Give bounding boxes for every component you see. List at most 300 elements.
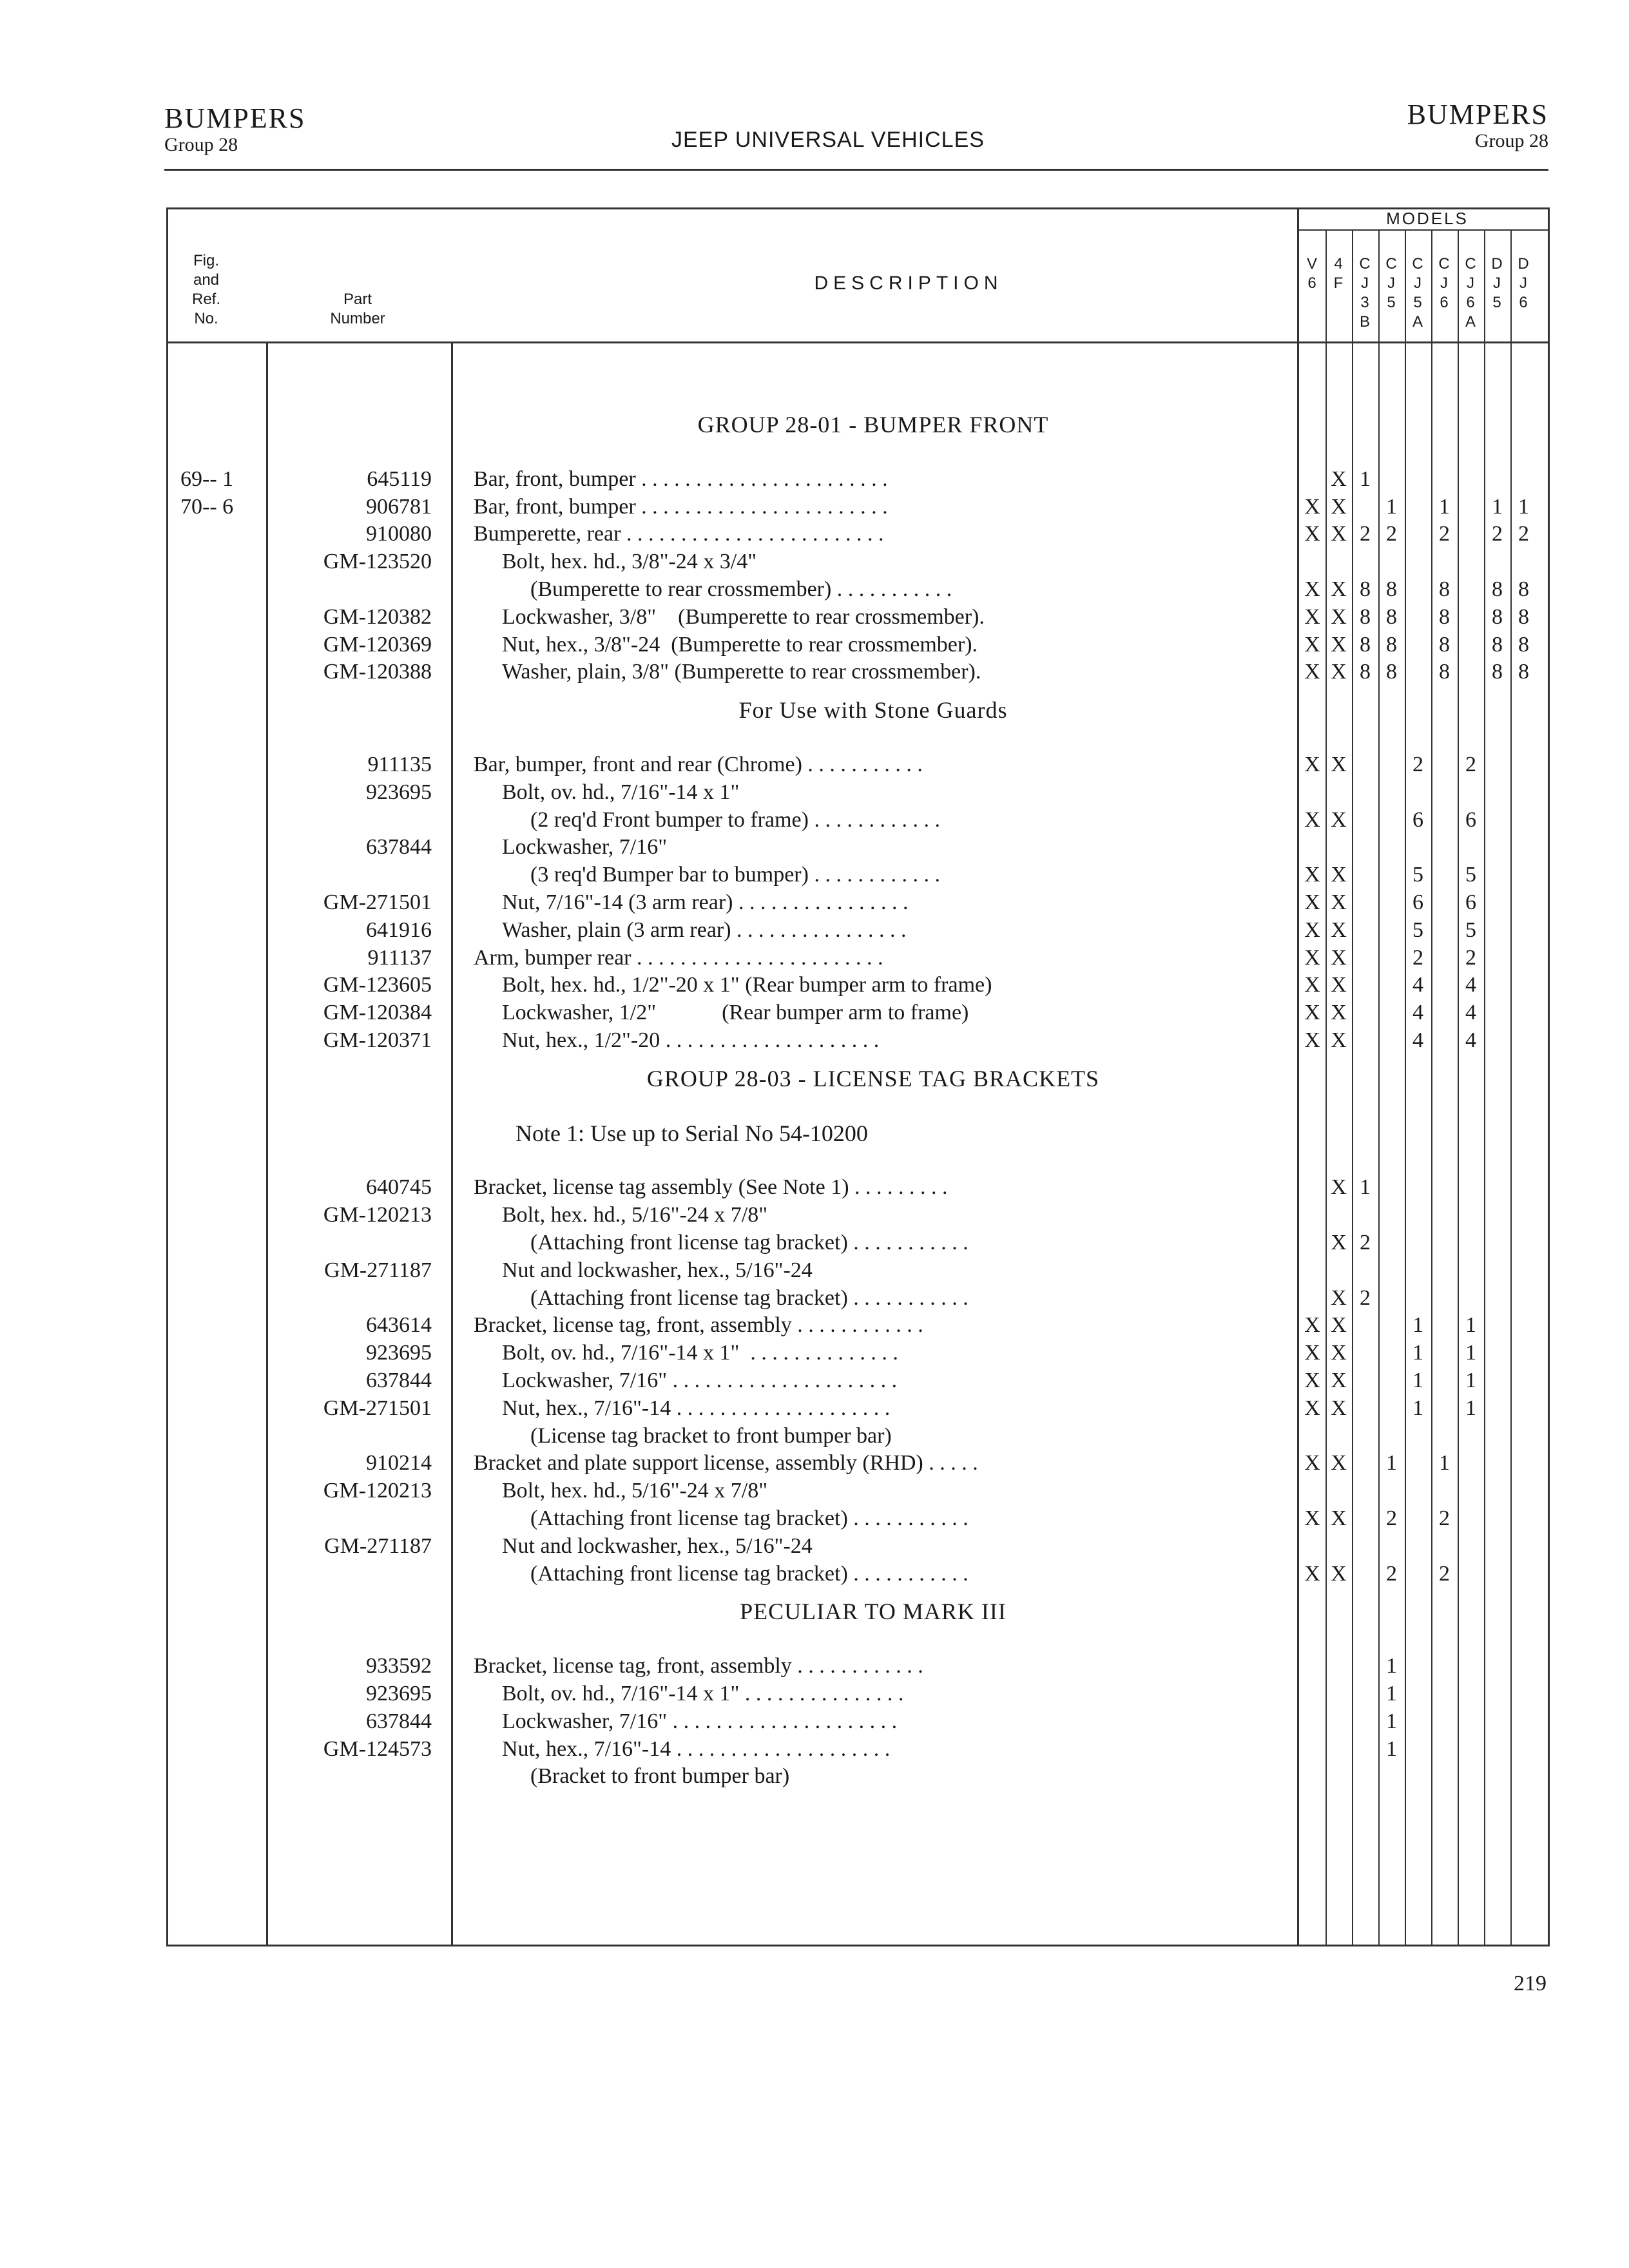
model-qty-cell: 2 xyxy=(1412,945,1423,970)
model-header-letter: 5 xyxy=(1492,294,1501,311)
part-number-cell: 637844 xyxy=(366,1709,432,1733)
model-qty-cell xyxy=(1352,1423,1378,1450)
model-qty-cell: X xyxy=(1331,945,1347,970)
model-qty-cell xyxy=(1405,1505,1431,1532)
model-qty-cell xyxy=(1431,1340,1458,1367)
model-qty-cell: X xyxy=(1304,1028,1320,1052)
model-qty-cell xyxy=(1510,751,1537,778)
model-qty-cell: X xyxy=(1304,918,1320,942)
model-qty-cell xyxy=(1378,861,1405,889)
model-qty-cell xyxy=(1484,1257,1510,1284)
model-qty-cell xyxy=(1484,1477,1510,1504)
description-cell: Bolt, hex. hd., 5/16"-24 x 7/8" xyxy=(502,1203,768,1227)
model-qty-cell xyxy=(1484,1395,1510,1422)
model-qty-cell: 8 xyxy=(1439,604,1450,629)
fig-ref-cell xyxy=(180,1395,264,1422)
fig-ref-cell xyxy=(180,1367,264,1394)
table-row xyxy=(0,631,1629,658)
fig-ref-cell xyxy=(180,861,264,889)
models-header: MODELS xyxy=(1386,209,1469,228)
part-number-cell xyxy=(271,1561,432,1588)
description-cell: Arm, bumper rear . . . . . . . . . . . . . . . . . . . . . . . xyxy=(474,945,883,970)
table-row xyxy=(0,1367,1629,1394)
table-row xyxy=(0,1027,1629,1054)
fig-ref-cell: 70-- 6 xyxy=(180,494,234,519)
model-qty-cell: X xyxy=(1304,1396,1320,1420)
model-header xyxy=(1325,255,1351,293)
model-qty-cell xyxy=(1484,999,1510,1026)
model-qty-cell xyxy=(1431,1202,1458,1229)
model-qty-cell xyxy=(1484,1450,1510,1477)
model-qty-cell xyxy=(1458,1257,1484,1284)
model-qty-cell: 1 xyxy=(1465,1369,1476,1392)
model-qty-cell: 6 xyxy=(1465,807,1476,832)
model-qty-cell xyxy=(1431,779,1458,806)
model-qty-cell xyxy=(1352,999,1378,1026)
model-qty-cell: X xyxy=(1331,890,1347,914)
model-qty-cell: 8 xyxy=(1518,660,1529,684)
model-qty-cell xyxy=(1510,1533,1537,1560)
model-qty-cell: 8 xyxy=(1439,632,1450,657)
model-header-letter: 6 xyxy=(1519,294,1528,311)
model-qty-cell xyxy=(1352,1340,1378,1367)
model-qty-cell xyxy=(1458,779,1484,806)
fig-ref-cell xyxy=(180,1027,264,1054)
model-qty-cell: 6 xyxy=(1465,890,1476,914)
header-right-group: Group 28 xyxy=(1474,130,1548,151)
model-qty-cell xyxy=(1431,466,1458,493)
model-qty-cell: X xyxy=(1304,1561,1320,1586)
model-qty-cell: 8 xyxy=(1439,660,1450,684)
fig-ref-cell xyxy=(180,807,264,834)
model-qty-cell xyxy=(1510,945,1537,972)
fig-ref-cell xyxy=(180,1505,264,1532)
model-qty-cell xyxy=(1352,1257,1378,1284)
model-header xyxy=(1510,255,1536,312)
fig-ref-header xyxy=(174,251,238,329)
model-qty-cell xyxy=(1431,889,1458,916)
part-number-cell: GM-271187 xyxy=(324,1258,432,1282)
model-qty-cell xyxy=(1484,1423,1510,1450)
model-qty-cell xyxy=(1431,1257,1458,1284)
model-qty-cell xyxy=(1299,1708,1325,1735)
model-header-letter: C xyxy=(1359,255,1371,273)
description-cell: Nut, 7/16"-14 (3 arm rear) . . . . . . . . . . . . . . . . xyxy=(502,890,909,914)
table-row xyxy=(0,972,1629,999)
model-qty-cell: X xyxy=(1304,890,1320,914)
model-qty-cell: 1 xyxy=(1465,1341,1476,1365)
model-header-letter: J xyxy=(1387,274,1395,292)
model-header-letter: J xyxy=(1361,274,1369,292)
model-header-letter: F xyxy=(1333,274,1344,292)
model-qty-cell xyxy=(1378,972,1405,999)
model-qty-cell xyxy=(1325,1736,1352,1763)
model-qty-cell xyxy=(1378,1312,1405,1339)
part-number-cell: GM-271501 xyxy=(323,890,432,914)
fig-ref-cell xyxy=(180,521,264,548)
table-row xyxy=(0,1736,1629,1763)
model-qty-cell xyxy=(1431,548,1458,575)
model-qty-cell xyxy=(1510,972,1537,999)
description-cell: Bolt, ov. hd., 7/16"-14 x 1" . . . . . . . . . . . . . . xyxy=(502,1341,898,1365)
model-qty-cell: 2 xyxy=(1386,522,1397,546)
model-qty-cell: X xyxy=(1304,632,1320,657)
model-qty-cell xyxy=(1458,576,1484,603)
model-qty-cell xyxy=(1299,1423,1325,1450)
model-qty-cell xyxy=(1458,1680,1484,1707)
description-cell: Bumperette, rear . . . . . . . . . . . . . . . . . . . . . . . . xyxy=(474,522,884,546)
model-qty-cell: 2 xyxy=(1492,522,1503,546)
model-qty-cell: 8 xyxy=(1386,604,1397,629)
model-qty-cell xyxy=(1405,1285,1431,1312)
model-qty-cell xyxy=(1378,1340,1405,1367)
model-qty-cell xyxy=(1458,604,1484,631)
part-number-cell: GM-120384 xyxy=(323,1001,432,1025)
model-qty-cell xyxy=(1352,1505,1378,1532)
table-row xyxy=(0,1423,1629,1450)
model-qty-cell xyxy=(1352,972,1378,999)
table-header-divider xyxy=(166,341,1550,343)
model-qty-cell xyxy=(1510,861,1537,889)
table-row xyxy=(0,999,1629,1026)
description-cell: Nut and lockwasher, hex., 5/16"-24 xyxy=(502,1258,813,1282)
part-number-cell: 933592 xyxy=(366,1654,432,1678)
model-qty-cell: X xyxy=(1331,807,1347,832)
model-qty-cell: 1 xyxy=(1412,1313,1423,1338)
model-qty-cell xyxy=(1352,861,1378,889)
part-number-cell: 637844 xyxy=(366,835,432,860)
model-qty-cell: 1 xyxy=(1412,1369,1423,1392)
model-qty-cell xyxy=(1299,1736,1325,1763)
description-cell: (License tag bracket to front bumper bar) xyxy=(530,1423,892,1448)
model-qty-cell xyxy=(1431,1367,1458,1394)
model-qty-cell: X xyxy=(1304,1506,1320,1530)
model-qty-cell xyxy=(1325,1533,1352,1560)
model-qty-cell xyxy=(1484,861,1510,889)
model-qty-cell xyxy=(1458,1202,1484,1229)
table-row xyxy=(0,658,1629,686)
model-qty-cell xyxy=(1510,1340,1537,1367)
model-header xyxy=(1299,255,1325,293)
model-qty-cell xyxy=(1484,1367,1510,1394)
model-qty-cell xyxy=(1510,1285,1537,1312)
model-qty-cell: 2 xyxy=(1439,522,1450,546)
model-qty-cell: X xyxy=(1331,1396,1347,1420)
fig-ref-cell xyxy=(180,779,264,806)
model-qty-cell xyxy=(1299,1174,1325,1201)
description-cell: (Attaching front license tag bracket) . . . . . . . . . . . xyxy=(530,1561,969,1586)
model-qty-cell xyxy=(1352,1312,1378,1339)
model-qty-cell xyxy=(1484,1202,1510,1229)
model-qty-cell xyxy=(1484,1312,1510,1339)
model-qty-cell xyxy=(1352,751,1378,778)
fig-ref-cell xyxy=(180,1285,264,1312)
model-qty-cell xyxy=(1431,807,1458,834)
model-qty-cell xyxy=(1431,1736,1458,1763)
model-qty-cell: 2 xyxy=(1518,522,1529,546)
model-qty-cell xyxy=(1299,1477,1325,1504)
model-qty-cell: 4 xyxy=(1465,973,1476,997)
model-qty-cell: 5 xyxy=(1465,863,1476,887)
fig-ref-cell xyxy=(180,1708,264,1735)
description-cell: Nut, hex., 1/2"-20 . . . . . . . . . . . . . . . . . . . . xyxy=(502,1028,880,1052)
model-qty-cell: X xyxy=(1331,1175,1347,1200)
model-qty-cell: 8 xyxy=(1518,577,1529,601)
model-qty-cell: 1 xyxy=(1412,1396,1423,1420)
model-qty-cell: 8 xyxy=(1386,632,1397,657)
model-qty-cell: 1 xyxy=(1386,1654,1397,1678)
model-qty-cell: X xyxy=(1331,577,1347,601)
model-header-letter: J xyxy=(1519,274,1527,292)
model-qty-cell xyxy=(1405,1708,1431,1735)
model-qty-cell xyxy=(1431,834,1458,861)
model-qty-cell: 8 xyxy=(1492,632,1503,657)
fig-ref-cell xyxy=(180,972,264,999)
model-qty-cell: 8 xyxy=(1360,632,1371,657)
model-header-letter: J xyxy=(1414,274,1422,292)
model-qty-cell xyxy=(1510,889,1537,916)
model-qty-cell xyxy=(1458,1763,1484,1790)
model-qty-cell xyxy=(1378,1257,1405,1284)
model-qty-cell: 8 xyxy=(1492,604,1503,629)
model-qty-cell xyxy=(1431,1395,1458,1422)
model-qty-cell: 2 xyxy=(1360,1285,1371,1310)
model-header xyxy=(1458,255,1483,332)
model-qty-cell xyxy=(1352,1763,1378,1790)
model-qty-cell: X xyxy=(1331,1369,1347,1392)
model-qty-cell xyxy=(1431,1708,1458,1735)
model-qty-cell: 1 xyxy=(1412,1341,1423,1365)
model-qty-cell xyxy=(1299,1653,1325,1680)
part-number-cell: 643614 xyxy=(366,1313,432,1338)
fig-ref-cell xyxy=(180,1229,264,1256)
model-qty-cell xyxy=(1510,1477,1537,1504)
model-qty-cell: 4 xyxy=(1465,1028,1476,1052)
model-header-letter: 4 xyxy=(1334,255,1343,273)
model-qty-cell xyxy=(1484,1736,1510,1763)
model-qty-cell xyxy=(1405,1561,1431,1588)
part-number-cell: 910080 xyxy=(366,522,432,546)
description-cell: Lockwasher, 3/8" (Bumperette to rear crossmember). xyxy=(502,604,985,629)
model-qty-cell: 8 xyxy=(1386,577,1397,601)
model-qty-cell xyxy=(1484,1027,1510,1054)
model-qty-cell xyxy=(1484,1174,1510,1201)
model-qty-cell: X xyxy=(1331,1341,1347,1365)
model-qty-cell xyxy=(1431,861,1458,889)
section-heading: For Use with Stone Guards xyxy=(738,697,1008,724)
model-qty-cell: 2 xyxy=(1412,753,1423,776)
part-number-cell: GM-271501 xyxy=(323,1396,432,1420)
description-cell: Bracket and plate support license, assembly (RHD) . . . . . xyxy=(474,1451,978,1475)
description-cell: (Attaching front license tag bracket) . . . . . . . . . . . xyxy=(530,1231,969,1254)
model-qty-cell xyxy=(1484,1561,1510,1588)
description-cell: Nut, hex., 3/8"-24 (Bumperette to rear crossmember). xyxy=(502,632,978,657)
model-qty-cell: 1 xyxy=(1492,494,1503,519)
description-cell: Bolt, hex. hd., 5/16"-24 x 7/8" xyxy=(502,1479,768,1503)
model-header xyxy=(1378,255,1404,312)
table-row xyxy=(0,1561,1629,1588)
model-qty-cell: 8 xyxy=(1518,632,1529,657)
model-qty-cell: 4 xyxy=(1465,1001,1476,1025)
model-qty-cell xyxy=(1484,1229,1510,1256)
description-cell: (Attaching front license tag bracket) . . . . . . . . . . . xyxy=(530,1285,969,1310)
model-header-letter: C xyxy=(1385,255,1397,273)
model-qty-cell xyxy=(1510,779,1537,806)
fig-ref-cell xyxy=(180,751,264,778)
model-qty-cell: X xyxy=(1331,604,1347,629)
model-qty-cell: X xyxy=(1304,807,1320,832)
model-qty-cell xyxy=(1352,494,1378,521)
model-qty-cell xyxy=(1325,1763,1352,1790)
table-row xyxy=(0,1450,1629,1477)
model-qty-cell: 4 xyxy=(1412,1001,1423,1025)
table-row xyxy=(0,1533,1629,1560)
table-row xyxy=(0,917,1629,944)
model-qty-cell xyxy=(1378,999,1405,1026)
description-cell: Bar, front, bumper . . . . . . . . . . . . . . . . . . . . . . . xyxy=(474,494,888,519)
model-qty-cell: X xyxy=(1304,494,1320,519)
model-qty-cell xyxy=(1431,1229,1458,1256)
model-qty-cell: 8 xyxy=(1360,660,1371,684)
model-qty-cell xyxy=(1458,631,1484,658)
model-qty-cell xyxy=(1510,1395,1537,1422)
table-row xyxy=(0,1340,1629,1367)
model-qty-cell: X xyxy=(1331,863,1347,887)
fig-ref-cell xyxy=(180,1312,264,1339)
model-qty-cell: 1 xyxy=(1439,1451,1450,1475)
model-qty-cell xyxy=(1378,1533,1405,1560)
model-qty-cell xyxy=(1352,779,1378,806)
model-qty-cell xyxy=(1352,1027,1378,1054)
table-row xyxy=(0,1477,1629,1504)
model-qty-cell xyxy=(1352,1561,1378,1588)
description-cell: Lockwasher, 7/16" . . . . . . . . . . . . . . . . . . . . . xyxy=(502,1709,898,1733)
model-qty-cell: 2 xyxy=(1439,1506,1450,1530)
fig-ref-cell xyxy=(180,604,264,631)
model-qty-cell xyxy=(1458,1533,1484,1560)
model-qty-cell xyxy=(1299,548,1325,575)
model-qty-cell: 1 xyxy=(1386,1736,1397,1761)
table-row xyxy=(0,521,1629,548)
model-qty-cell xyxy=(1378,1027,1405,1054)
model-qty-cell: X xyxy=(1304,522,1320,546)
model-qty-cell xyxy=(1299,1533,1325,1560)
part-number-cell: 640745 xyxy=(366,1175,432,1200)
model-qty-cell xyxy=(1484,751,1510,778)
model-qty-cell: 2 xyxy=(1465,753,1476,776)
model-qty-cell xyxy=(1431,1533,1458,1560)
model-header-letter: J xyxy=(1467,274,1474,292)
model-qty-cell xyxy=(1431,999,1458,1026)
model-qty-cell xyxy=(1484,917,1510,944)
model-qty-cell xyxy=(1405,779,1431,806)
model-qty-cell: 5 xyxy=(1412,863,1423,887)
model-qty-cell xyxy=(1510,999,1537,1026)
model-qty-cell xyxy=(1405,548,1431,575)
model-header-letter: 5 xyxy=(1387,294,1396,311)
model-qty-cell xyxy=(1484,1708,1510,1735)
fig-ref-header-line: No. xyxy=(194,310,218,327)
part-number-header-line: Part xyxy=(343,291,372,308)
model-header-letter: J xyxy=(1440,274,1448,292)
model-qty-cell xyxy=(1510,1257,1537,1284)
part-number-cell: 923695 xyxy=(366,780,432,804)
model-header xyxy=(1405,255,1431,332)
model-qty-cell xyxy=(1405,658,1431,686)
model-qty-cell xyxy=(1484,1505,1510,1532)
model-qty-cell: 8 xyxy=(1360,604,1371,629)
fig-ref-cell xyxy=(180,999,264,1026)
model-qty-cell xyxy=(1352,889,1378,916)
model-qty-cell xyxy=(1458,658,1484,686)
model-qty-cell xyxy=(1405,494,1431,521)
model-header-letter: 3 xyxy=(1360,294,1369,311)
model-qty-cell: X xyxy=(1304,1451,1320,1475)
model-qty-cell: X xyxy=(1331,753,1347,776)
part-number-cell xyxy=(271,576,432,603)
model-qty-cell: 5 xyxy=(1465,918,1476,942)
model-header-letter: A xyxy=(1412,313,1423,331)
model-qty-cell xyxy=(1378,1477,1405,1504)
part-number-cell: GM-120371 xyxy=(323,1028,432,1052)
model-qty-cell xyxy=(1510,1202,1537,1229)
model-qty-cell xyxy=(1299,1680,1325,1707)
model-qty-cell xyxy=(1299,1285,1325,1312)
model-qty-cell xyxy=(1378,889,1405,916)
model-qty-cell xyxy=(1484,1533,1510,1560)
model-qty-cell xyxy=(1431,1653,1458,1680)
model-qty-cell xyxy=(1352,1450,1378,1477)
model-qty-cell xyxy=(1352,945,1378,972)
part-number-cell: GM-120388 xyxy=(323,660,432,684)
model-qty-cell xyxy=(1510,1680,1537,1707)
model-qty-cell xyxy=(1405,1477,1431,1504)
model-qty-cell: X xyxy=(1331,1001,1347,1025)
model-qty-cell xyxy=(1510,1708,1537,1735)
model-qty-cell xyxy=(1431,1312,1458,1339)
part-number-cell: 637844 xyxy=(366,1369,432,1392)
fig-ref-cell xyxy=(180,1561,264,1588)
model-qty-cell xyxy=(1458,1708,1484,1735)
table-row xyxy=(0,1395,1629,1422)
model-qty-cell xyxy=(1431,1027,1458,1054)
model-qty-cell xyxy=(1484,945,1510,972)
section-heading: GROUP 28-01 - BUMPER FRONT xyxy=(697,412,1049,437)
model-qty-cell xyxy=(1431,1285,1458,1312)
model-qty-cell: X xyxy=(1331,494,1347,519)
section-heading: PECULIAR TO MARK III xyxy=(740,1599,1007,1625)
description-cell: Bolt, ov. hd., 7/16"-14 x 1" . . . . . . . . . . . . . . . xyxy=(502,1682,904,1706)
fig-ref-cell xyxy=(180,576,264,603)
model-qty-cell xyxy=(1458,1174,1484,1201)
model-qty-cell xyxy=(1325,1653,1352,1680)
part-number-cell xyxy=(271,1285,432,1312)
model-qty-cell xyxy=(1378,1174,1405,1201)
model-qty-cell: 8 xyxy=(1439,577,1450,601)
fig-ref-cell xyxy=(180,1450,264,1477)
part-number-header-line: Number xyxy=(330,310,385,327)
description-cell: Bracket, license tag assembly (See Note 1) . . . . . . . . . xyxy=(474,1175,948,1200)
model-qty-cell: 6 xyxy=(1412,807,1423,832)
model-qty-cell xyxy=(1378,751,1405,778)
description-cell: Bar, front, bumper . . . . . . . . . . . . . . . . . . . . . . . xyxy=(474,466,888,491)
model-qty-cell xyxy=(1458,1450,1484,1477)
fig-ref-cell xyxy=(180,1257,264,1284)
model-qty-cell xyxy=(1484,466,1510,493)
model-qty-cell: 8 xyxy=(1360,577,1371,601)
model-qty-cell xyxy=(1458,1561,1484,1588)
fig-ref-cell xyxy=(180,1763,264,1790)
